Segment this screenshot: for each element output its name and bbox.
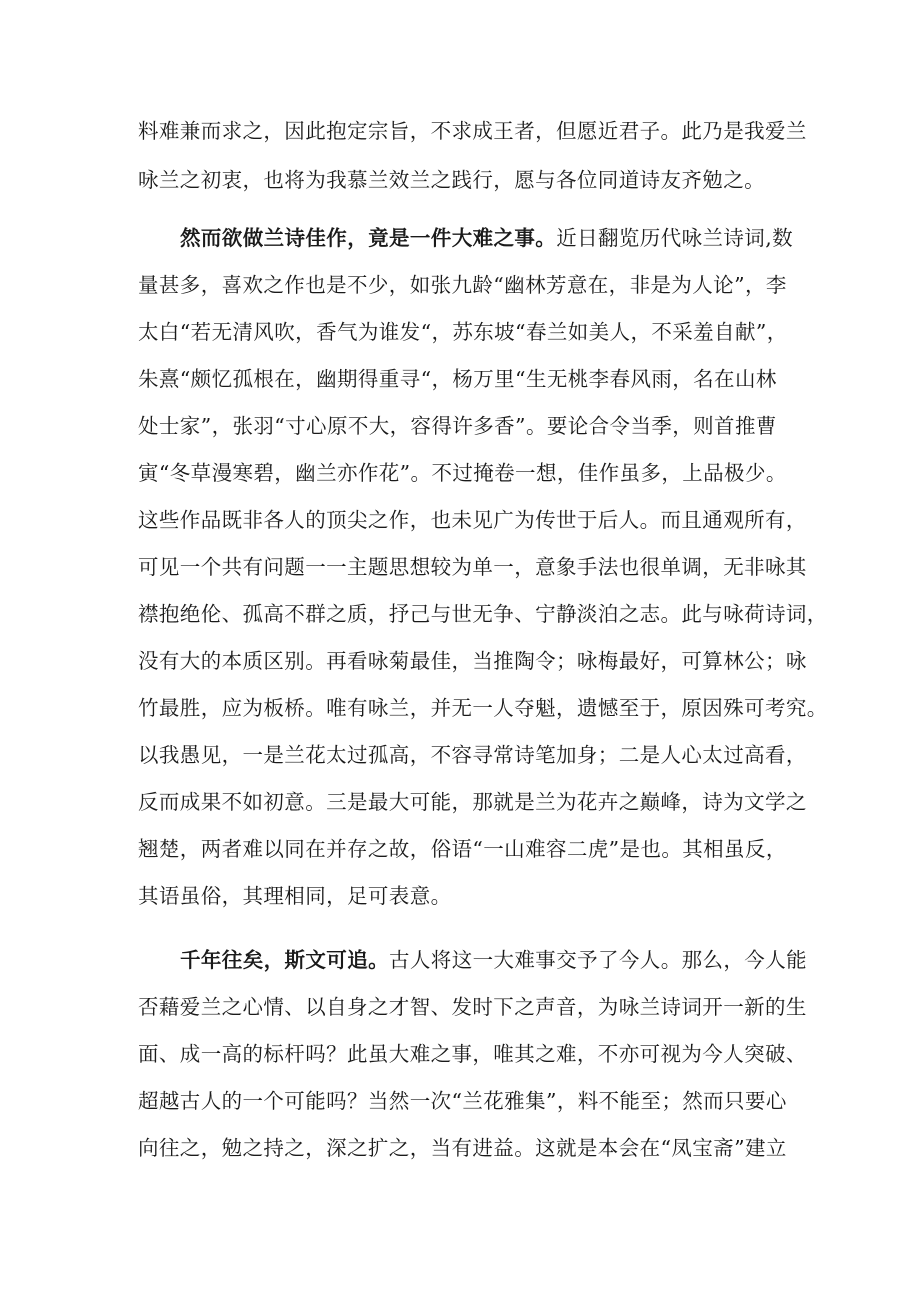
text-line: 量甚多，喜欢之作也是不少，如张九龄“幽林芳意在，非是为人论”，李 xyxy=(138,273,787,297)
text-line: 否藉爱兰之心情、以自身之才智、发时下之声音，为咏兰诗词开一新的生 xyxy=(138,995,807,1019)
paragraph-lead: 千年往矣，斯文可追。 xyxy=(180,948,389,972)
text-line: 朱熹“颇忆孤根在，幽期得重寻“，杨万里“生无桃李春风雨，名在山林 xyxy=(138,367,777,391)
text-line xyxy=(180,222,793,254)
text-line: 料难兼而求之，因此抱定宗旨，不求成王者，但愿近君子。此乃是我爱兰 xyxy=(138,119,807,143)
text-line: 寅“冬草漫寒碧，幽兰亦作花”。不过掩卷一想，佳作虽多，上品极少。 xyxy=(138,461,787,485)
text-line: 向往之，勉之持之，深之扩之，当有进益。这就是本会在“凤宝斋”建立 xyxy=(138,1136,787,1160)
text-line: 竹最胜，应为板桥。唯有咏兰，并无一人夺魁，遗憾至于，原因殊可考究。 xyxy=(138,696,828,720)
text-span: 近日翻览历代咏兰诗词,数 xyxy=(556,226,794,250)
text-line: 可见一个共有问题一一主题思想较为单一，意象手法也很单调，无非咏其 xyxy=(138,555,807,579)
text-line: 面、成一高的标杆吗？此虽大难之事，唯其之难，不亦可视为今人突破、 xyxy=(138,1042,807,1066)
text-line: 襟抱绝伦、孤高不群之质，抒己与世无争、宁静淡泊之志。此与咏荷诗词， xyxy=(138,602,828,626)
text-line: 超越古人的一个可能吗？当然一次“兰花雅集”，料不能至；然而只要心 xyxy=(138,1089,787,1113)
text-line: 翘楚，两者难以同在并存之故，俗语“一山难容二虎”是也。其相虽反， xyxy=(138,837,787,861)
text-line: 没有大的本质区别。再看咏菊最佳，当推陶令；咏梅最好，可算林公；咏 xyxy=(138,649,807,673)
text-line: 反而成果不如初意。三是最大可能，那就是兰为花卉之巅峰，诗为文学之 xyxy=(138,790,807,814)
paragraph-lead: 然而欲做兰诗佳作，竟是一件大难之事。 xyxy=(180,226,557,250)
text-line xyxy=(180,944,807,976)
text-span: 古人将这一大难事交予了今人。那么，今人能 xyxy=(389,948,807,972)
text-line: 咏兰之初衷，也将为我慕兰效兰之践行，愿与各位同道诗友齐勉之。 xyxy=(138,168,765,192)
text-line: 以我愚见，一是兰花太过孤高，不容寻常诗笔加身；二是人心太过高看， xyxy=(138,743,807,767)
text-line: 太白“若无清风吹，香气为谁发“，苏东坡“春兰如美人，不采羞自献”， xyxy=(138,320,788,344)
text-line: 其语虽俗，其理相同，足可表意。 xyxy=(138,884,452,908)
text-line: 处士家”，张羽“寸心原不大，容得许多香”。要论合令当季，则首推曹 xyxy=(138,414,777,438)
text-line: 这些作品既非各人的顶尖之作，也未见广为传世于后人。而且通观所有， xyxy=(138,508,807,532)
